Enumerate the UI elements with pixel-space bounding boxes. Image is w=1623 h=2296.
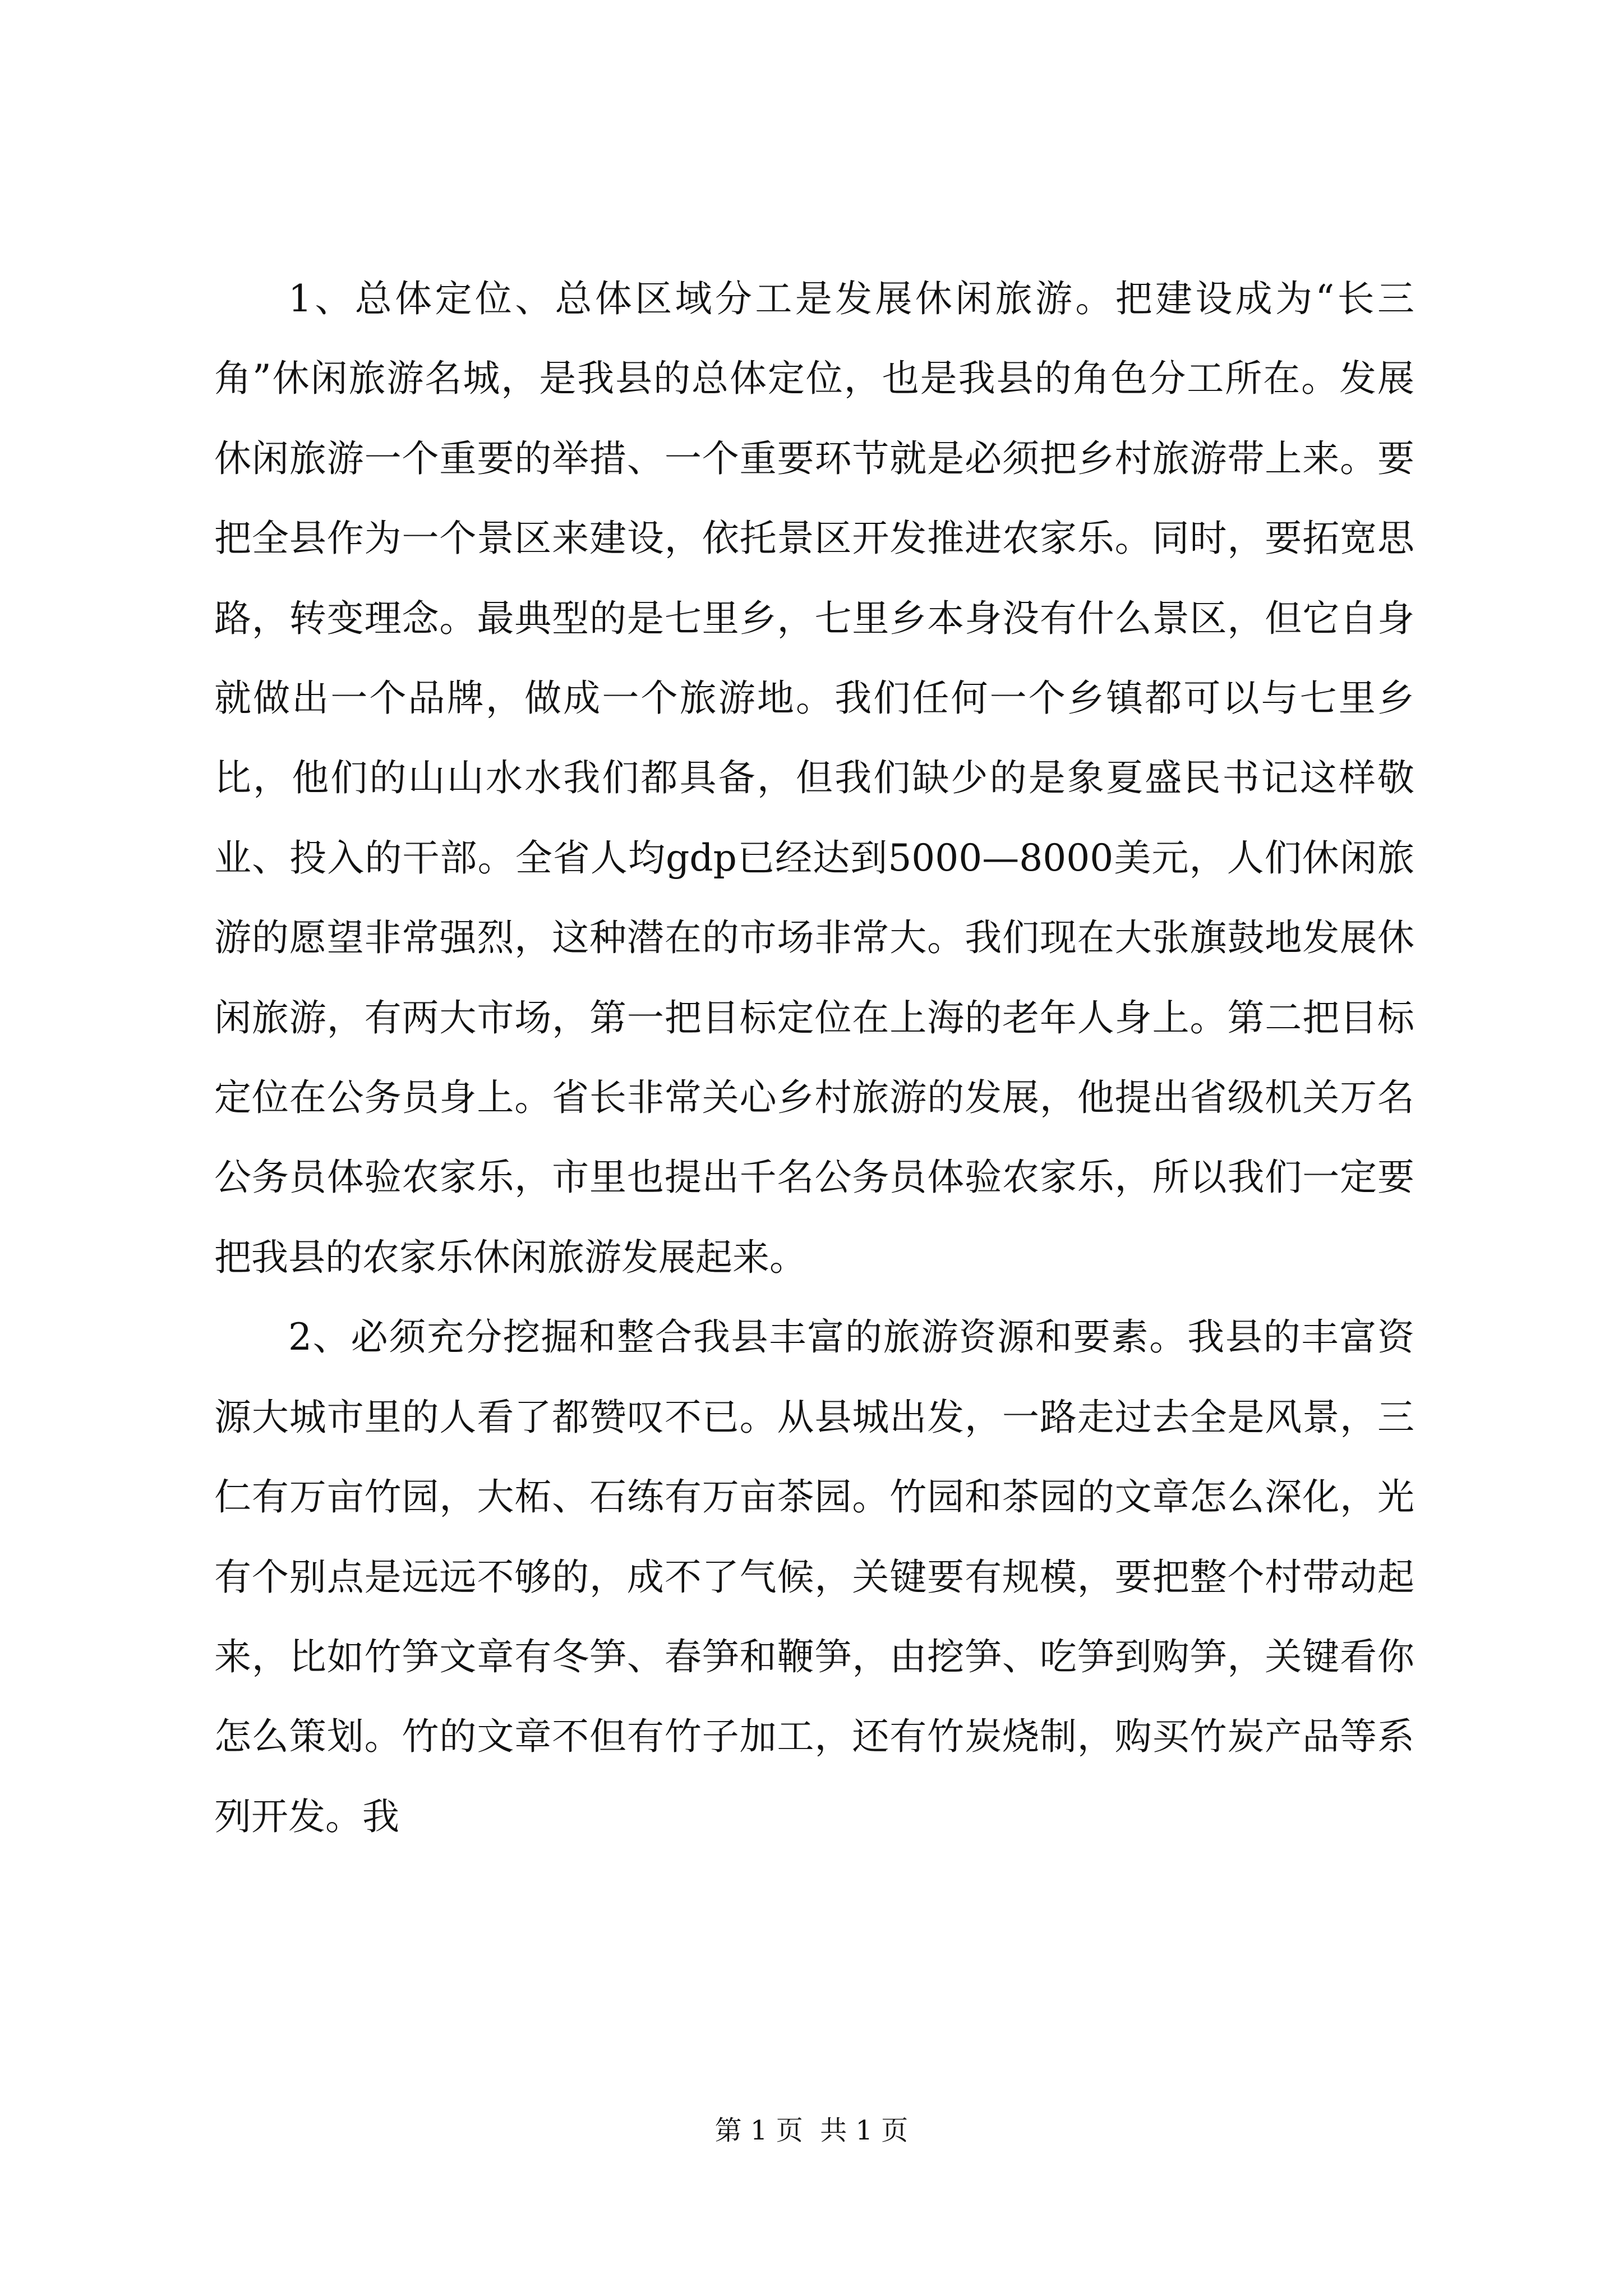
paragraph-1: 1、总体定位、总体区域分工是发展休闲旅游。把建设成为“长三角”休闲旅游名城，是我县的总体定位，也是我县的角色分工所在。发展休闲旅游一个重要的举措、一个重要环节就是必须把乡村旅游带上来。要把全县作为一个景区来建设，依托景区开发推进农家乐。同时，要拓宽思路，转变理念。最典型的是七里乡，七里乡本身没有什么景区，但它自身就做出一个品牌，做成一个旅游地。我们任何一个乡镇都可以与七里乡比，他们的山山水水我们都具备，但我们缺少的是象夏盛民书记这样敬业、投入的干部。全省人均gdp已经达到5000—8000美元，人们休闲旅游的愿望非常强烈，这种潜在的市场非常大。我们现在大张旗鼓地发展休闲旅游，有两大市场，第一把目标定位在上海的老年人身上。第二把目标定位在公务员身上。省长非常关心乡村旅游的发展，他提出省级机关万名公务员体验农家乐，市里也提出千名公务员体验农家乐，所以我们一定要把我县的农家乐休闲旅游发展起来。 xyxy=(214,277,1414,1279)
document-body xyxy=(214,259,1414,1857)
page-footer: 第 1 页 共 1 页 xyxy=(714,2115,909,2146)
paragraph-2: 2、必须充分挖掘和整合我县丰富的旅游资源和要素。我县的丰富资源大城市里的人看了都赞叹不已。从县城出发，一路走过去全是风景，三仁有万亩竹园，大柘、石练有万亩茶园。竹园和茶园的文章怎么深化，光有个别点是远远不够的，成不了气候，关键要有规模，要把整个村带动起来，比如竹笋文章有冬笋、春笋和鞭笋，由挖笋、吃笋到购笋，关键看你怎么策划。竹的文章不但有竹子加工，还有竹炭烧制，购买竹炭产品等系列开发。我 xyxy=(214,1315,1414,1838)
